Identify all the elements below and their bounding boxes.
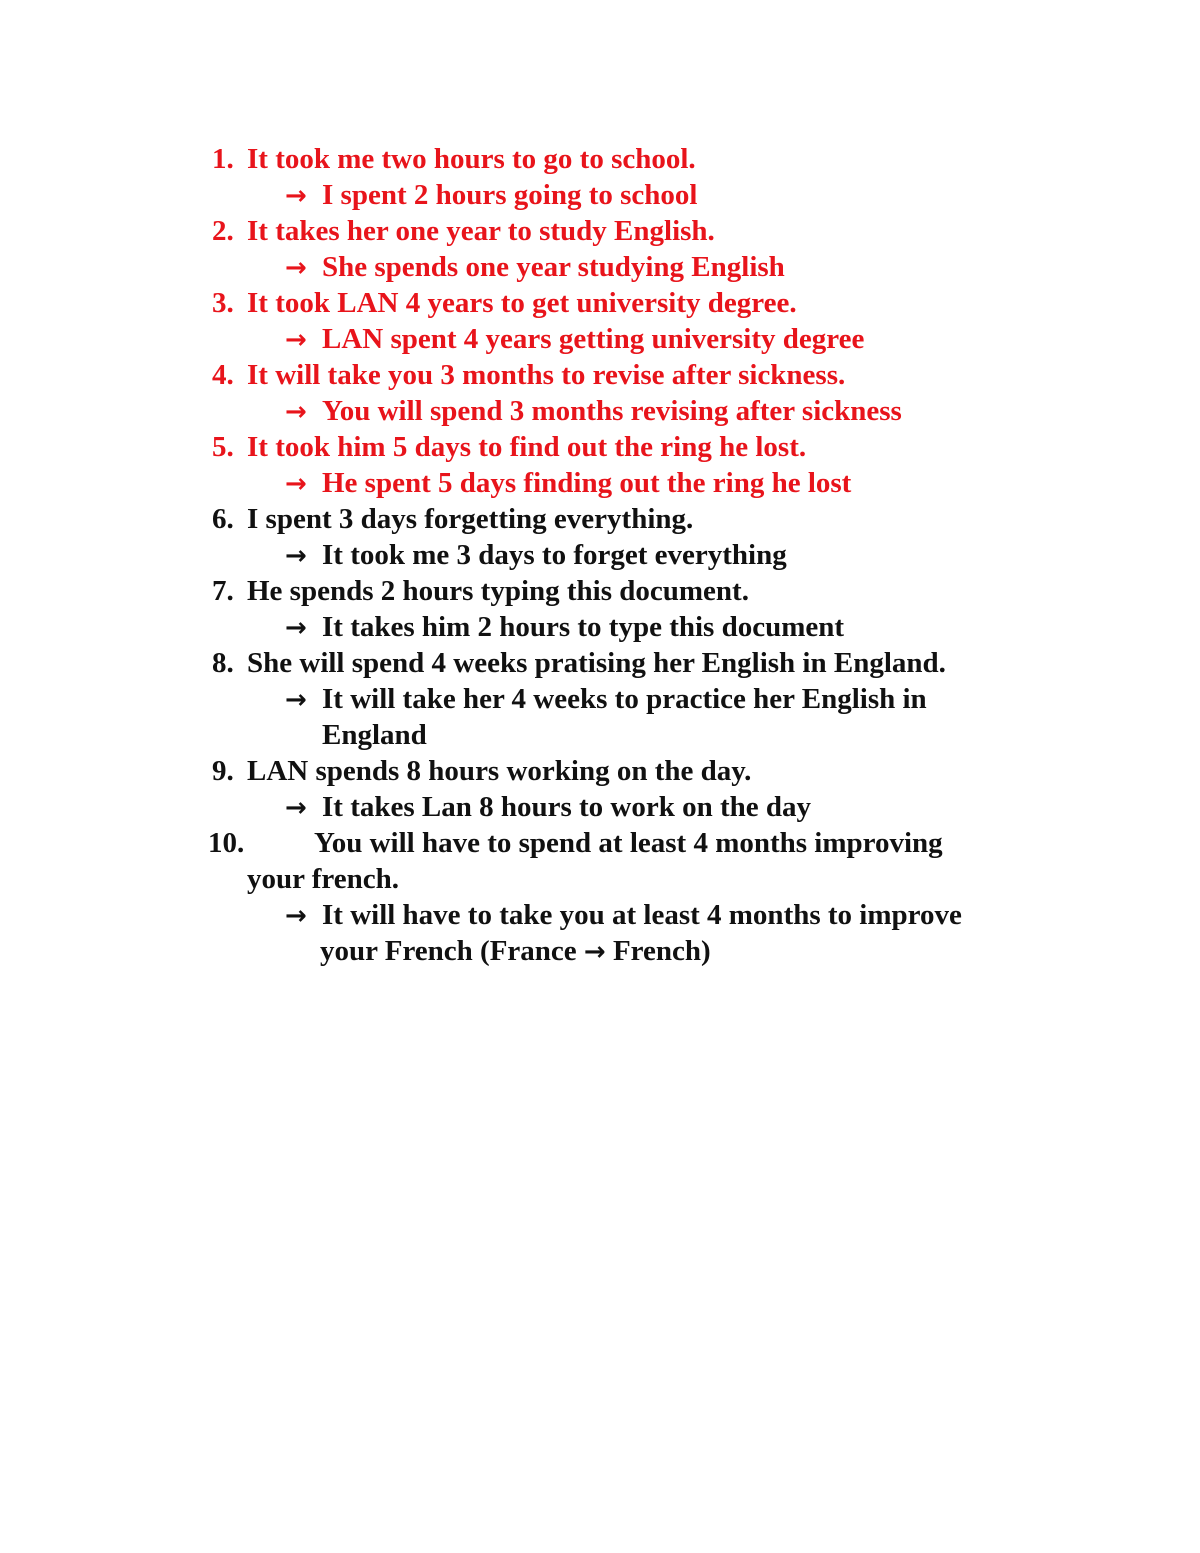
exercise-item bbox=[212, 141, 1032, 213]
answer-text: It takes him 2 hours to type this document bbox=[322, 611, 845, 643]
answer-line bbox=[212, 789, 1032, 825]
item-number: 3. bbox=[212, 287, 234, 319]
answer-text-cont-end: French) bbox=[612, 935, 711, 967]
exercise-item bbox=[212, 573, 1032, 645]
answer-line bbox=[212, 393, 1032, 429]
item-number: 2. bbox=[212, 215, 234, 247]
arrow-icon: → bbox=[285, 541, 307, 571]
question-text: LAN spends 8 hours working on the day. bbox=[247, 755, 752, 787]
answer-continuation bbox=[208, 933, 1032, 969]
question-line bbox=[212, 429, 1032, 465]
answer-text: You will spend 3 months revising after sickness bbox=[322, 395, 902, 427]
answer-line bbox=[212, 249, 1032, 285]
exercise-item bbox=[212, 753, 1032, 825]
question-text: It took him 5 days to find out the ring he lost. bbox=[247, 431, 807, 463]
answer-line bbox=[212, 609, 1032, 645]
item-number: 8. bbox=[212, 647, 234, 679]
answer-text: LAN spent 4 years getting university degree bbox=[322, 323, 865, 355]
answer-text: It will have to take you at least 4 months to improve bbox=[322, 899, 962, 931]
question-text: It took me two hours to go to school. bbox=[247, 143, 696, 175]
item-number: 7. bbox=[212, 575, 234, 607]
arrow-icon: → bbox=[285, 469, 307, 499]
answer-text: He spent 5 days finding out the ring he lost bbox=[322, 467, 852, 499]
arrow-icon: → bbox=[285, 685, 307, 715]
arrow-icon: → bbox=[285, 253, 307, 283]
question-text: She will spend 4 weeks pratising her English in England. bbox=[247, 647, 946, 679]
question-text: He spends 2 hours typing this document. bbox=[247, 575, 749, 607]
arrow-icon: → bbox=[285, 397, 307, 427]
answer-line bbox=[212, 321, 1032, 357]
exercise-item bbox=[212, 285, 1032, 357]
exercise-item bbox=[212, 501, 1032, 573]
answer-text: I spent 2 hours going to school bbox=[322, 179, 698, 211]
answer-text-cont-start: your French (France bbox=[320, 935, 577, 967]
item-number: 6. bbox=[212, 503, 234, 535]
exercise-list bbox=[208, 141, 1032, 969]
exercise-item bbox=[212, 357, 1032, 429]
item-number: 1. bbox=[212, 143, 234, 175]
question-text: It took LAN 4 years to get university degree. bbox=[247, 287, 797, 319]
question-line bbox=[212, 573, 1032, 609]
question-line bbox=[212, 753, 1032, 789]
item-number: 5. bbox=[212, 431, 234, 463]
arrow-icon: → bbox=[285, 181, 307, 211]
question-line bbox=[212, 285, 1032, 321]
answer-text: It takes Lan 8 hours to work on the day bbox=[322, 791, 812, 823]
item-number: 4. bbox=[212, 359, 234, 391]
arrow-icon: → bbox=[583, 937, 606, 967]
exercise-item bbox=[208, 825, 1032, 969]
answer-text: It will take her 4 weeks to practice her English in bbox=[322, 683, 927, 715]
answer-line bbox=[212, 537, 1032, 573]
answer-line bbox=[212, 681, 1032, 717]
arrow-icon: → bbox=[285, 613, 307, 643]
question-text: It will take you 3 months to revise after sickness. bbox=[247, 359, 846, 391]
question-continuation bbox=[208, 861, 1032, 897]
answer-text: It took me 3 days to forget everything bbox=[322, 539, 787, 571]
answer-continuation bbox=[212, 717, 1032, 753]
arrow-icon: → bbox=[285, 325, 307, 355]
question-line bbox=[212, 213, 1032, 249]
question-text-cont: your french. bbox=[247, 863, 399, 895]
question-line bbox=[212, 141, 1032, 177]
item-number: 10. bbox=[208, 827, 245, 859]
item-number: 9. bbox=[212, 755, 234, 787]
question-text: It takes her one year to study English. bbox=[247, 215, 715, 247]
question-line bbox=[208, 825, 1032, 861]
exercise-item bbox=[212, 429, 1032, 501]
question-line bbox=[212, 501, 1032, 537]
arrow-icon: → bbox=[285, 793, 307, 823]
exercise-item bbox=[212, 645, 1032, 753]
exercise-item bbox=[212, 213, 1032, 285]
question-line bbox=[212, 357, 1032, 393]
question-text: You will have to spend at least 4 months improving bbox=[314, 827, 943, 859]
answer-text: She spends one year studying English bbox=[322, 251, 785, 283]
question-line bbox=[212, 645, 1032, 681]
arrow-icon: → bbox=[285, 901, 307, 931]
answer-text-cont: England bbox=[322, 719, 427, 751]
answer-line bbox=[208, 897, 1032, 933]
answer-line bbox=[212, 465, 1032, 501]
question-text: I spent 3 days forgetting everything. bbox=[247, 503, 694, 535]
answer-line bbox=[212, 177, 1032, 213]
